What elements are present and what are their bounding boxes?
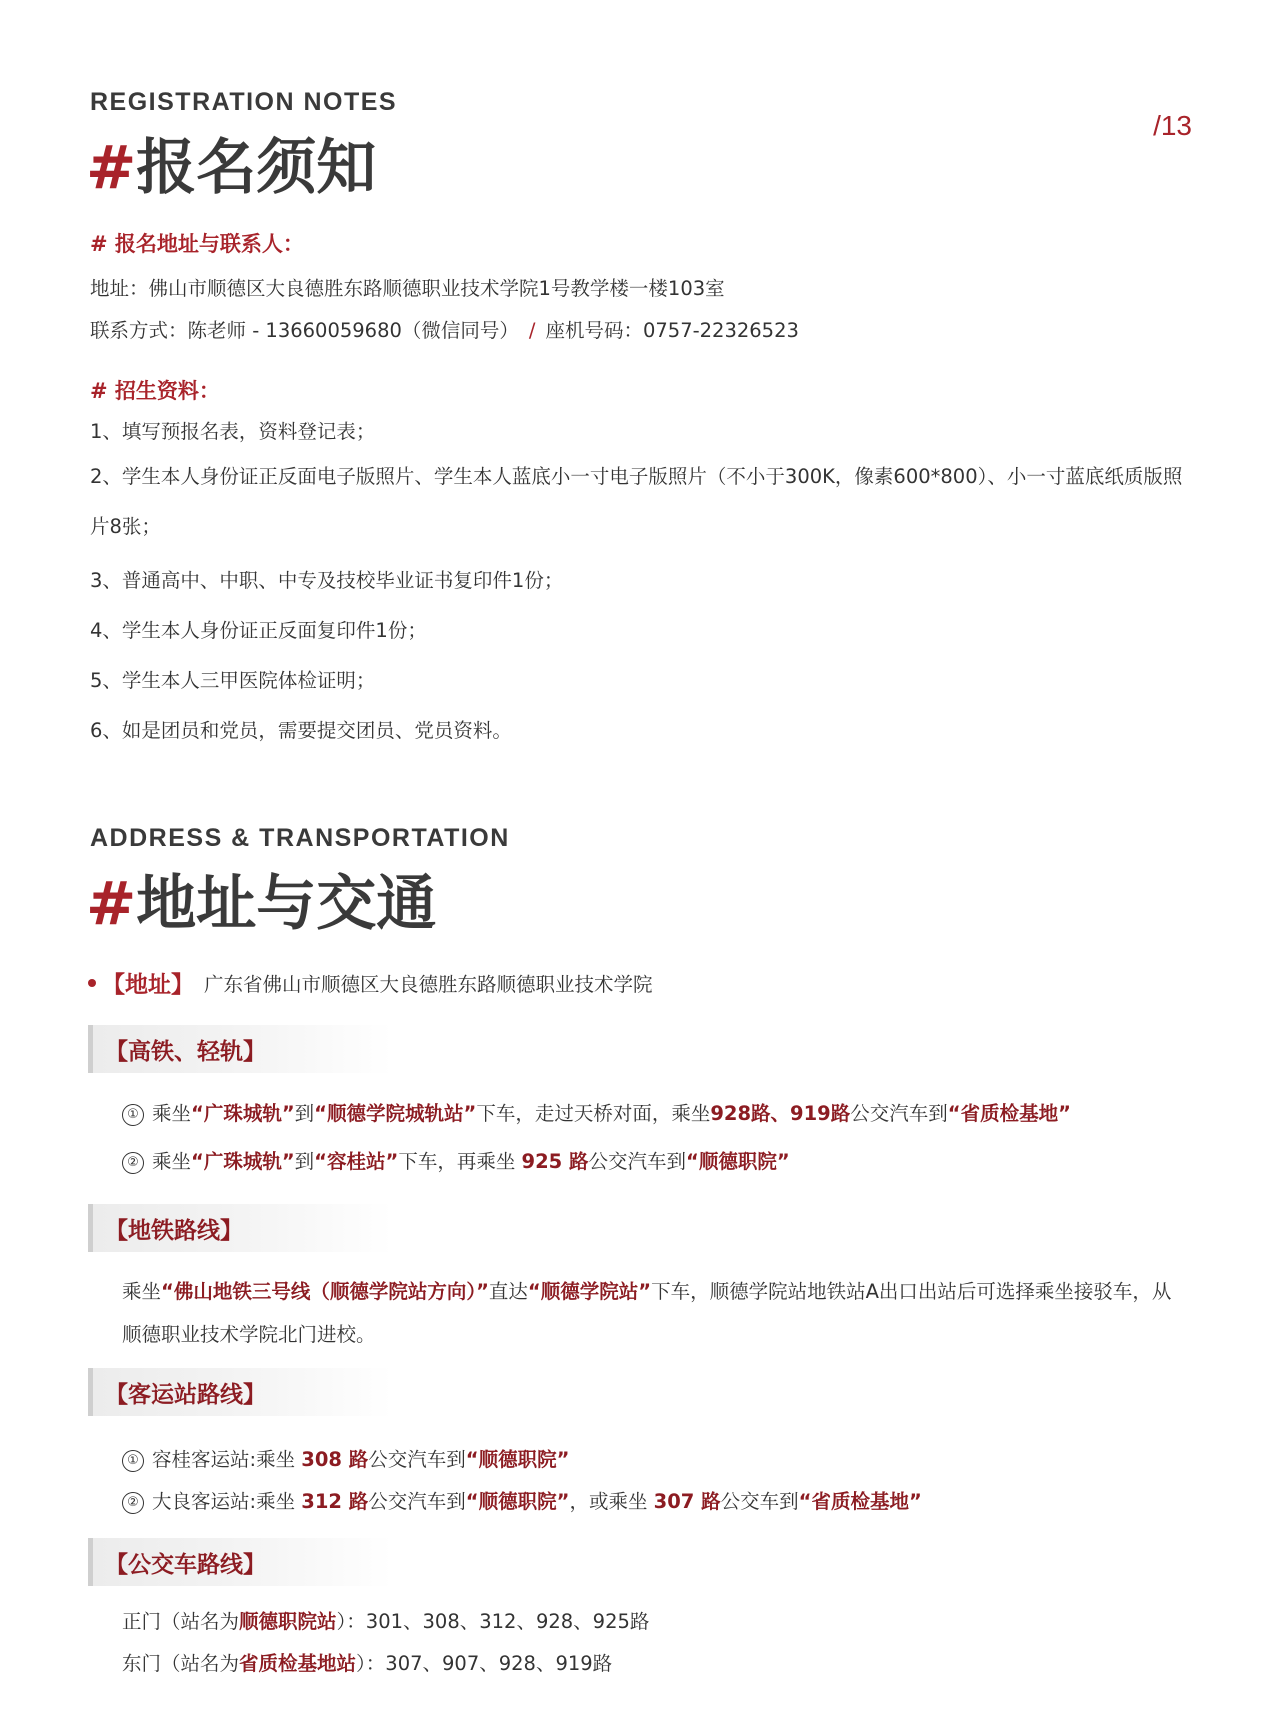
route-highlight: “广珠城轨” xyxy=(191,1102,295,1125)
title-text: 报名须知 xyxy=(136,133,377,203)
rail-heading: 【高铁、轻轨】 xyxy=(105,1038,266,1065)
route-text: 乘坐 xyxy=(122,1280,162,1303)
contact-heading: # 报名地址与联系人： xyxy=(90,232,304,256)
bus-heading-band xyxy=(88,1538,393,1586)
route-text: 公交汽车到 xyxy=(368,1448,466,1471)
route-highlight: “容桂站” xyxy=(314,1150,399,1173)
route-text: 正门（站名为 xyxy=(122,1610,240,1633)
title-text: 地址与交通 xyxy=(136,869,437,939)
contact-separator: / xyxy=(528,319,536,342)
route-highlight: “佛山地铁三号线（顺德学院站方向）” xyxy=(161,1280,489,1303)
transport-eyebrow: ADDRESS & TRANSPORTATION xyxy=(90,824,510,852)
route-text: 下车，再乘坐 xyxy=(398,1150,522,1173)
route-highlight: 307 路 xyxy=(653,1490,721,1513)
bus-east-gate xyxy=(122,1648,612,1676)
metro-heading-band xyxy=(88,1204,393,1252)
material-item: 2、学生本人身份证正反面电子版照片、学生本人蓝底小一寸电子版照片（不小于300K，像素600*800）、小一寸蓝底纸质版照片8张； xyxy=(90,465,1183,538)
material-item: 5、学生本人三甲医院体检证明； xyxy=(90,669,376,692)
circled-two-icon: ② xyxy=(122,1492,144,1514)
route-highlight: “顺德学院站” xyxy=(527,1280,652,1303)
page-number: /13 xyxy=(1153,110,1192,141)
route-highlight: “广珠城轨” xyxy=(191,1150,295,1173)
coach-heading-band xyxy=(88,1368,393,1416)
route-text: 公交汽车到 xyxy=(588,1150,687,1173)
route-highlight: “顺德职院” xyxy=(465,1448,570,1471)
route-highlight: 308 路 xyxy=(301,1448,369,1471)
route-highlight: 312 路 xyxy=(301,1490,369,1513)
material-item: 3、普通高中、中职、中专及技校毕业证书复印件1份； xyxy=(90,569,564,592)
route-text: 直达 xyxy=(488,1280,528,1303)
title-hash: # xyxy=(86,133,137,203)
coach-heading: 【客运站路线】 xyxy=(105,1381,266,1408)
circled-one-icon: ① xyxy=(122,1450,144,1472)
registration-eyebrow: REGISTRATION NOTES xyxy=(90,88,398,116)
bus-heading: 【公交车路线】 xyxy=(105,1551,266,1578)
route-text: 下车，走过天桥对面，乘坐 xyxy=(476,1102,711,1125)
rail-route-1 xyxy=(122,1098,1071,1126)
route-highlight: “顺德职院” xyxy=(686,1150,790,1173)
route-text: 公交车到 xyxy=(720,1490,799,1513)
route-text: 容桂客运站:乘坐 xyxy=(152,1448,302,1471)
route-highlight: 928路、919路 xyxy=(710,1102,851,1125)
rail-route-2 xyxy=(122,1146,790,1174)
material-item: 4、学生本人身份证正反面复印件1份； xyxy=(90,619,427,642)
landline: 座机号码：0757-22326523 xyxy=(545,319,799,342)
address-row xyxy=(88,966,653,999)
bullet-dot-icon xyxy=(88,979,96,987)
registration-title xyxy=(86,133,377,203)
route-text: 到 xyxy=(294,1102,315,1125)
materials-heading: # 招生资料： xyxy=(90,379,220,403)
route-text: 东门（站名为 xyxy=(122,1652,240,1675)
transport-title xyxy=(86,869,437,939)
route-text: 到 xyxy=(294,1150,315,1173)
route-highlight: 省质检基地站 xyxy=(239,1652,357,1675)
route-highlight: 顺德职院站 xyxy=(239,1610,337,1633)
route-highlight: “顺德职院” xyxy=(465,1490,570,1513)
address-label: 【地址】 xyxy=(102,972,194,998)
material-item: 6、如是团员和党员，需要提交团员、党员资料。 xyxy=(90,719,512,742)
route-text: 大良客运站:乘坐 xyxy=(152,1490,302,1513)
route-text: ，或乘坐 xyxy=(569,1490,654,1513)
address-value: 广东省佛山市顺德区大良德胜东路顺德职业技术学院 xyxy=(204,972,653,996)
title-hash: # xyxy=(86,869,137,939)
route-text: ）：307、907、928、919路 xyxy=(356,1652,613,1675)
route-text: ）：301、308、312、928、925路 xyxy=(336,1610,650,1633)
metro-route xyxy=(122,1270,1182,1356)
route-text: 公交汽车到 xyxy=(850,1102,948,1125)
coach-route-1 xyxy=(122,1444,569,1472)
circled-two-icon: ② xyxy=(122,1152,144,1174)
route-text: 下车，顺德学院站地铁站A出口出站后可选择乘坐接驳车，从顺德职业技术学院北门进校。 xyxy=(122,1280,1172,1346)
contact-person: 联系方式：陈老师 - 13660059680（微信同号） xyxy=(90,319,519,342)
route-highlight: “省质检基地” xyxy=(947,1102,1071,1125)
route-text: 乘坐 xyxy=(152,1102,192,1125)
material-item: 1、填写预报名表，资料登记表； xyxy=(90,420,376,443)
rail-heading-band xyxy=(88,1025,393,1073)
metro-heading: 【地铁路线】 xyxy=(105,1217,243,1244)
contact-line xyxy=(90,315,799,343)
address-line: 地址：佛山市顺德区大良德胜东路顺德职业技术学院1号教学楼一楼103室 xyxy=(90,277,725,300)
circled-one-icon: ① xyxy=(122,1104,144,1126)
route-highlight: “省质检基地” xyxy=(798,1490,922,1513)
bus-main-gate xyxy=(122,1606,649,1634)
route-text: 公交汽车到 xyxy=(368,1490,466,1513)
coach-route-2 xyxy=(122,1486,922,1514)
route-highlight: “顺德学院城轨站” xyxy=(314,1102,477,1125)
route-text: 乘坐 xyxy=(152,1150,192,1173)
route-highlight: 925 路 xyxy=(521,1150,589,1173)
